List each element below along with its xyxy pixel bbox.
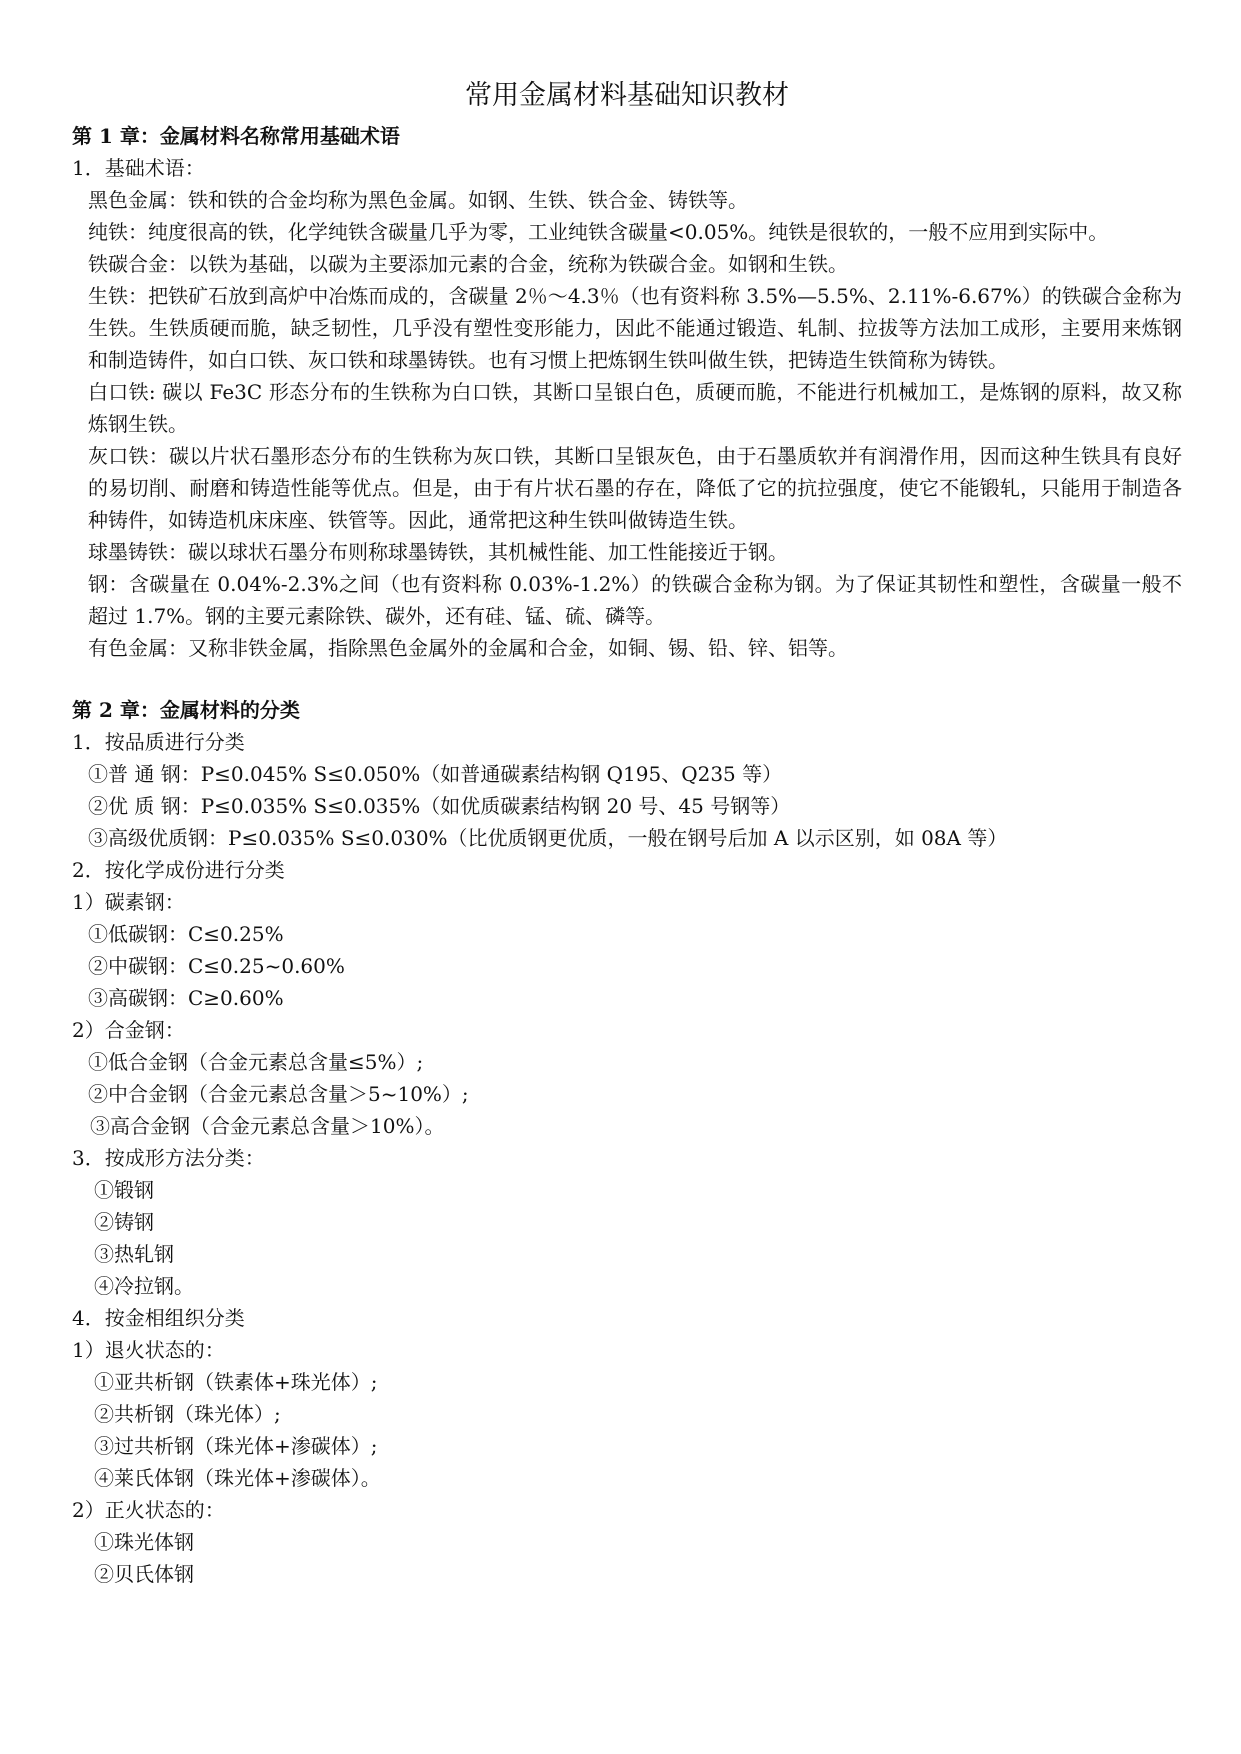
list-item: ①亚共析钢（铁素体+珠光体）; — [94, 1370, 378, 1394]
section-heading: 2．按化学成份进行分类 — [72, 858, 285, 882]
subsection-heading: 2）正火状态的： — [72, 1498, 225, 1522]
document-page — [72, 78, 1182, 1590]
paragraph: 灰口铁：碳以片状石墨形态分布的生铁称为灰口铁，其断口呈银灰色，由于石墨质软并有润滑作用，因而这种生铁具有良好的易切削、耐磨和铸造性能等优点。但是，由于有片状石墨的存在，降低了它的抗拉强度，使它不能锻轧，只能用于制造各种铸件，如铸造机床床座、铁管等。因此，通常把这种生铁叫做铸造生铁。 — [88, 444, 1182, 532]
subsection-heading: 1）退火状态的： — [72, 1338, 225, 1362]
paragraph: 铁碳合金：以铁为基础，以碳为主要添加元素的合金，统称为铁碳合金。如钢和生铁。 — [88, 252, 848, 276]
list-item: ②中碳钢：C≤0.25~0.60% — [88, 954, 345, 978]
paragraph: 球墨铸铁：碳以球状石墨分布则称球墨铸铁，其机械性能、加工性能接近于钢。 — [88, 540, 788, 564]
list-item: ②中合金钢（合金元素总含量＞5~10%）; — [88, 1082, 469, 1106]
list-item: ①珠光体钢 — [94, 1530, 194, 1554]
list-item: ③过共析钢（珠光体+渗碳体）; — [94, 1434, 378, 1458]
list-item: ②贝氏体钢 — [94, 1562, 194, 1586]
paragraph: 钢：含碳量在 0.04%-2.3%之间（也有资料称 0.03%-1.2%）的铁碳合金称为钢。为了保证其韧性和塑性，含碳量一般不超过 1.7%。钢的主要元素除铁、碳外，还有硅、锰、硫、磷等。 — [88, 572, 1182, 628]
spacer — [72, 664, 1182, 694]
paragraph: 黑色金属：铁和铁的合金均称为黑色金属。如钢、生铁、铁合金、铸铁等。 — [88, 188, 748, 212]
list-item: ④莱氏体钢（珠光体+渗碳体）。 — [94, 1466, 381, 1490]
list-item: ①低合金钢（合金元素总含量≤5%）; — [88, 1050, 424, 1074]
paragraph: 有色金属：又称非铁金属，指除黑色金属外的金属和合金，如铜、锡、铅、锌、铝等。 — [88, 636, 848, 660]
list-item: ①锻钢 — [94, 1178, 154, 1202]
section-heading: 4．按金相组织分类 — [72, 1306, 245, 1330]
list-item: ③高合金钢（合金元素总含量＞10%）。 — [90, 1114, 445, 1138]
list-item: ③高碳钢：C≥0.60% — [88, 986, 284, 1010]
list-item: ②优 质 钢：P≤0.035% S≤0.035%（如优质碳素结构钢 20 号、45 号钢等） — [88, 794, 791, 818]
list-item: ①低碳钢：C≤0.25% — [88, 922, 284, 946]
paragraph: 生铁：把铁矿石放到高炉中冶炼而成的，含碳量 2％～4.3％（也有资料称 3.5%—5.5%、2.11%-6.67%）的铁碳合金称为生铁。生铁质硬而脆，缺乏韧性，几乎没有塑性变形能力，因此不能通过锻造、轧制、拉拔等方法加工成形，主要用来炼钢和制造铸件，如白口铁、灰口铁和球墨铸铁。也有习惯上把炼钢生铁叫做生铁，把铸造生铁简称为铸铁。 — [88, 284, 1182, 372]
paragraph: 纯铁：纯度很高的铁，化学纯铁含碳量几乎为零，工业纯铁含碳量<0.05%。纯铁是很软的，一般不应用到实际中。 — [88, 220, 1109, 244]
subsection-heading: 1）碳素钢： — [72, 890, 185, 914]
list-item: ③热轧钢 — [94, 1242, 174, 1266]
paragraph: 白口铁: 碳以 Fe3C 形态分布的生铁称为白口铁，其断口呈银白色，质硬而脆，不能进行机械加工，是炼钢的原料，故又称炼钢生铁。 — [88, 380, 1182, 436]
section-heading: 1．按品质进行分类 — [72, 730, 245, 754]
list-item: ③高级优质钢：P≤0.035% S≤0.030%（比优质钢更优质，一般在钢号后加 A 以示区别，如 08A 等） — [88, 826, 1008, 850]
chapter-1-heading: 第 1 章：金属材料名称常用基础术语 — [72, 124, 400, 148]
list-item: ②共析钢（珠光体）; — [94, 1402, 281, 1426]
document-title: 常用金属材料基础知识教材 — [465, 80, 789, 111]
list-item: ④冷拉钢。 — [94, 1274, 194, 1298]
list-item: ②铸钢 — [94, 1210, 154, 1234]
list-item: ①普 通 钢：P≤0.045% S≤0.050%（如普通碳素结构钢 Q195、Q235 等） — [88, 762, 783, 786]
section-heading: 3．按成形方法分类： — [72, 1146, 265, 1170]
subsection-heading: 2）合金钢： — [72, 1018, 185, 1042]
chapter-2-heading: 第 2 章：金属材料的分类 — [72, 698, 300, 722]
section-heading: 1．基础术语： — [72, 156, 205, 180]
